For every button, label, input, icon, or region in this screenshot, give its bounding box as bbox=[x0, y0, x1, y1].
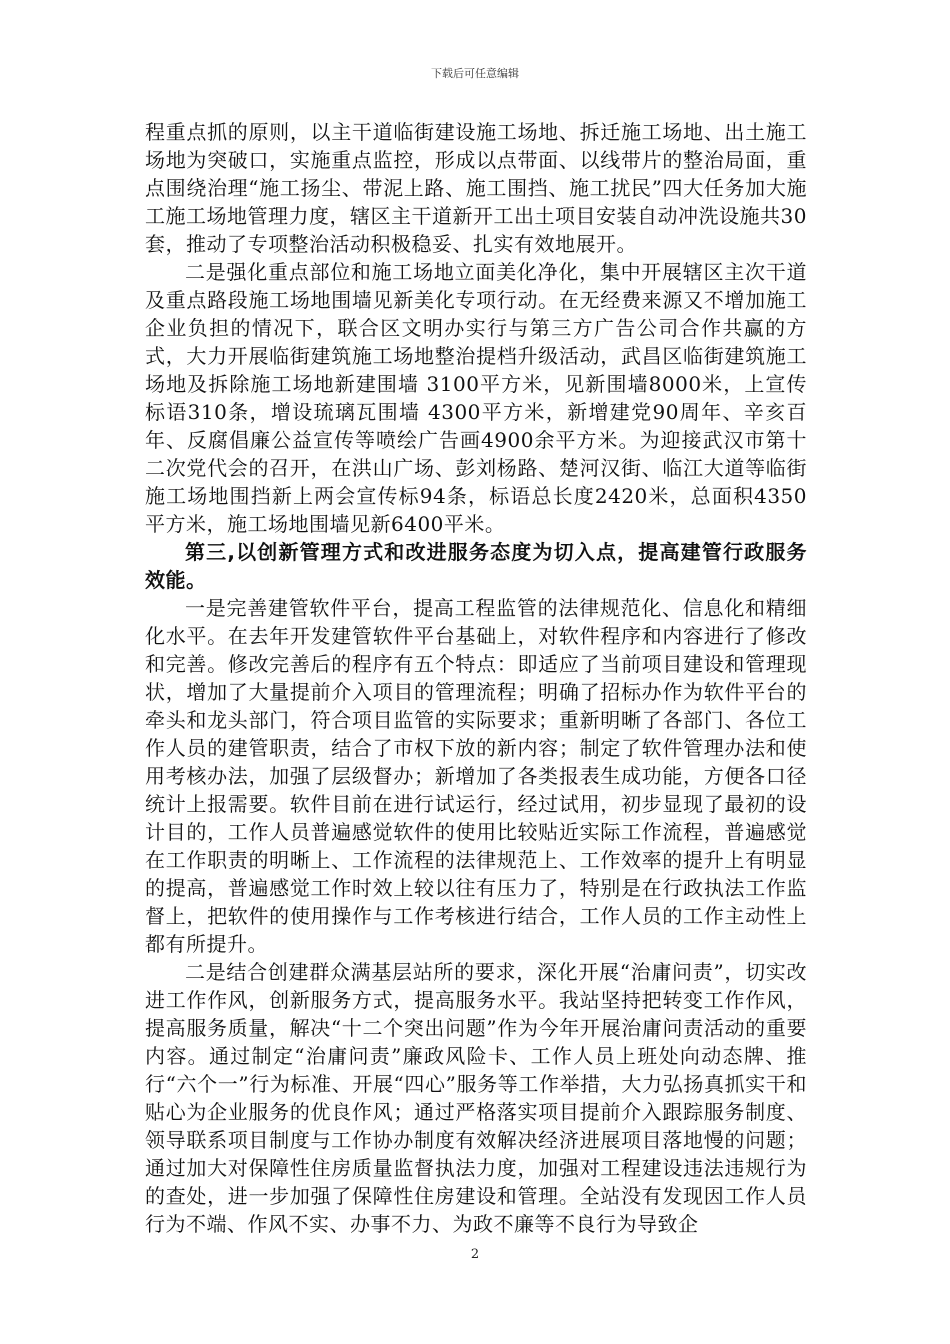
paragraph-point-two: 二是强化重点部位和施工场地立面美化净化，集中开展辖区主次干道及重点路段施工场地围墙见新美化专项行动。在无经费来源又不增加施工企业负担的情况下，联合区文明办实行与第三方广告公司合作共赢的方式，大力开展临街建筑施工场地整治提档升级活动，武昌区临街建筑施工场地及拆除施工场地新建围墙 3100平方米，见新围墙8000米，上宣传标语310条，增设琉璃瓦围墙 4300平方米，新增建党90周年、辛亥百年、反腐倡廉公益宣传等喷绘广告画4900余平方米。为迎接武汉市第十二次党代会的召开，在洪山广场、彭刘杨路、楚河汉街、临江大道等临街施工场地围挡新上两会宣传标94条，标语总长度2420米，总面积4350平方米，施工场地围墙见新6400平米。 bbox=[145, 260, 807, 536]
page-number: 2 bbox=[470, 1247, 480, 1262]
paragraph-point-two-b: 二是结合创建群众满基层站所的要求，深化开展“治庸问责”，切实改进工作作风，创新服务方式，提高服务水平。我站坚持把转变工作作风，提高服务质量，解决“十二个突出问题”作为今年开展治庸问责活动的重要内容。通过制定“治庸问责”廉政风险卡、工作人员上班处向动态牌、推行“六个一”行为标准、开展“四心”服务等工作举措，大力弘扬真抓实干和贴心为企业服务的优良作风；通过严格落实项目提前介入跟踪服务制度、领导联系项目制度与工作协办制度有效解决经济进展项目落地慢的问题；通过加大对保障性住房质量监督执法力度，加强对工程建设违法违规行为的查处，进一步加强了保障性住房建设和管理。全站没有发现因工作人员行为不端、作风不实、办事不力、为政不廉等不良行为导致企 bbox=[145, 960, 807, 1236]
paragraph-continued: 程重点抓的原则，以主干道临街建设施工场地、拆迁施工场地、出土施工场地为突破口，实施重点监控，形成以点带面、以线带片的整治局面，重点围绕治理“施工扬尘、带泥上路、施工围挡、施工扰民”四大任务加大施工施工场地管理力度，辖区主干道新开工出土项目安装自动冲洗设施共30套，推动了专项整治活动积极稳妥、扎实有效地展开。 bbox=[145, 120, 807, 256]
paragraph-point-one: 一是完善建管软件平台，提高工程监管的法律规范化、信息化和精细化水平。在去年开发建管软件平台基础上，对软件程序和内容进行了修改和完善。修改完善后的程序有五个特点：即适应了当前项目建设和管理现状，增加了大量提前介入项目的管理流程；明确了招标办作为软件平台的牵头和龙头部门，符合项目监管的实际要求；重新明晰了各部门、各位工作人员的建管职责，结合了市权下放的新内容；制定了软件管理办法和使用考核办法，加强了层级督办；新增加了各类报表生成功能，方便各口径统计上报需要。软件目前在进行试运行，经过试用，初步显现了最初的设计目的，工作人员普遍感觉软件的使用比较贴近实际工作流程，普遍感觉在工作职责的明晰上、工作流程的法律规范上、工作效率的提升上有明显的提高，普遍感觉工作时效上较以往有压力了，特别是在行政执法工作监督上，把软件的使用操作与工作考核进行结合，工作人员的工作主动性上都有所提升。 bbox=[145, 596, 807, 956]
document-body bbox=[145, 118, 807, 1238]
page-header: 下载后可任意编辑 bbox=[431, 67, 519, 80]
section-heading-third: 第三,以创新管理方式和改进服务态度为切入点，提高建管行政服务效能。 bbox=[145, 540, 807, 592]
